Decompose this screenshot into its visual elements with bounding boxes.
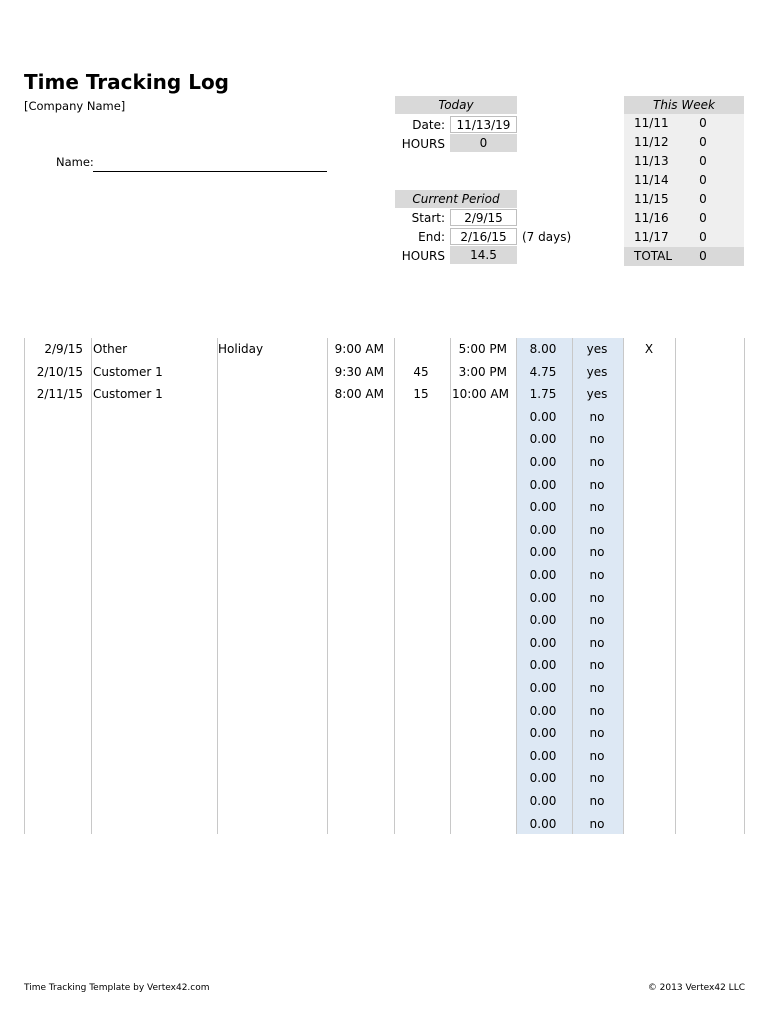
week-row-value: 0 [699, 135, 707, 149]
cell-end[interactable] [452, 632, 507, 654]
cell-lunch[interactable] [396, 722, 446, 744]
cell-lunch[interactable] [396, 654, 446, 676]
cell-project[interactable] [218, 541, 323, 563]
cell-hours: 0.00 [529, 635, 557, 650]
cell-project[interactable] [218, 564, 323, 586]
cell-billable: no [589, 545, 605, 560]
table-row [24, 722, 745, 745]
cell-start[interactable] [329, 519, 384, 541]
cell-project[interactable] [218, 609, 323, 631]
cell-hours: 0.00 [529, 681, 557, 695]
cell-project[interactable] [218, 383, 323, 405]
table-row [24, 383, 745, 406]
cell-customer[interactable] [93, 564, 213, 586]
cell-date[interactable] [28, 451, 83, 473]
cell-date[interactable]: 2/9/15 [44, 342, 83, 356]
cell-hours: 0.00 [529, 522, 557, 537]
cell-date[interactable] [28, 722, 83, 744]
footer-credit: Time Tracking Template by Vertex42.com [24, 983, 210, 993]
cell-start[interactable] [329, 496, 384, 518]
week-row [624, 133, 744, 152]
cell-customer[interactable] [93, 451, 213, 473]
cell-customer[interactable] [93, 677, 213, 699]
cell-billable: no [589, 658, 605, 673]
cell-start[interactable] [329, 654, 384, 676]
cell-billable: no [589, 477, 605, 492]
table-row [24, 406, 745, 429]
cell-start[interactable] [329, 428, 384, 450]
cell-x[interactable] [625, 813, 673, 835]
week-heading: This Week [624, 96, 744, 114]
cell-project[interactable] [218, 451, 323, 473]
cell-billable: no [589, 794, 605, 808]
cell-hours: 0.00 [529, 816, 557, 831]
week-row-value: 0 [699, 230, 707, 244]
cell-x[interactable] [625, 564, 673, 586]
cell-lunch[interactable] [396, 767, 446, 789]
table-row [24, 609, 745, 632]
period-start-label: Start: [411, 211, 445, 225]
cell-hours: 0.00 [529, 409, 557, 424]
cell-x[interactable] [625, 428, 673, 450]
cell-billable: no [589, 409, 605, 424]
cell-project[interactable] [218, 813, 323, 835]
week-row-value: 0 [699, 173, 707, 187]
cell-customer[interactable] [93, 790, 213, 812]
cell-date[interactable] [28, 745, 83, 767]
cell-end[interactable] [452, 609, 507, 631]
cell-end[interactable] [452, 451, 507, 473]
week-total-label: TOTAL [634, 249, 673, 263]
name-label: Name: [56, 155, 94, 169]
cell-hours: 0.00 [529, 703, 557, 718]
table-row [24, 496, 745, 519]
cell-billable: yes [586, 387, 608, 402]
cell-end[interactable]: 3:00 PM [458, 364, 507, 379]
cell-hours: 0.00 [529, 455, 557, 469]
cell-hours: 4.75 [529, 364, 557, 379]
cell-customer[interactable] [93, 496, 213, 518]
cell-date[interactable] [28, 677, 83, 699]
period-end-value[interactable]: 2/16/15 [450, 228, 517, 245]
cell-start[interactable] [329, 406, 384, 428]
table-row [24, 338, 745, 361]
week-row [624, 171, 744, 190]
cell-project[interactable] [218, 519, 323, 541]
cell-billable: no [589, 748, 605, 763]
cell-lunch[interactable] [396, 406, 446, 428]
cell-customer[interactable] [93, 632, 213, 654]
cell-billable: no [589, 432, 605, 447]
cell-lunch[interactable] [396, 541, 446, 563]
time-log-table [24, 338, 745, 834]
cell-hours: 0.00 [529, 432, 557, 447]
company-name: [Company Name] [24, 99, 126, 113]
period-heading: Current Period [395, 190, 517, 208]
period-days-note: (7 days) [522, 230, 572, 244]
cell-hours: 0.00 [529, 568, 557, 582]
cell-lunch[interactable] [396, 745, 446, 767]
cell-customer[interactable] [93, 722, 213, 744]
today-hours-value: 0 [450, 134, 517, 152]
cell-project[interactable] [218, 745, 323, 767]
cell-lunch[interactable] [396, 474, 446, 496]
cell-customer[interactable] [93, 745, 213, 767]
cell-end[interactable]: 5:00 PM [458, 342, 507, 356]
cell-project[interactable] [218, 496, 323, 518]
week-row [624, 190, 744, 209]
cell-start[interactable]: 9:30 AM [334, 364, 384, 379]
cell-project[interactable] [218, 406, 323, 428]
table-row [24, 519, 745, 542]
week-row-date: 11/15 [634, 192, 669, 206]
this-week-panel [624, 96, 744, 266]
cell-lunch[interactable] [396, 519, 446, 541]
week-row-value: 0 [699, 211, 707, 225]
cell-start[interactable] [329, 451, 384, 473]
cell-hours: 1.75 [529, 387, 557, 402]
cell-end[interactable] [452, 700, 507, 722]
cell-hours: 8.00 [529, 342, 557, 356]
week-row-date: 11/14 [634, 173, 669, 187]
cell-date[interactable] [28, 406, 83, 428]
cell-hours: 0.00 [529, 545, 557, 560]
cell-end[interactable] [452, 428, 507, 450]
week-row-date: 11/16 [634, 211, 669, 225]
today-date-value[interactable]: 11/13/19 [450, 116, 517, 133]
cell-project[interactable] [218, 767, 323, 789]
cell-project[interactable]: Holiday [218, 342, 264, 356]
cell-customer[interactable] [93, 474, 213, 496]
cell-customer[interactable] [93, 406, 213, 428]
cell-project[interactable] [218, 654, 323, 676]
cell-lunch[interactable] [396, 428, 446, 450]
table-row [24, 745, 745, 768]
cell-billable: no [589, 816, 605, 831]
cell-start[interactable] [329, 790, 384, 812]
cell-customer[interactable] [93, 428, 213, 450]
page-title: Time Tracking Log [24, 70, 229, 94]
cell-billable: no [589, 726, 605, 741]
cell-end[interactable] [452, 677, 507, 699]
cell-billable: yes [586, 342, 608, 356]
cell-lunch[interactable]: 15 [413, 387, 429, 402]
cell-start[interactable] [329, 700, 384, 722]
cell-project[interactable] [218, 428, 323, 450]
period-hours-value: 14.5 [450, 246, 517, 264]
week-total-value: 0 [699, 249, 707, 263]
cell-x[interactable]: X [644, 342, 654, 356]
cell-end[interactable] [452, 474, 507, 496]
cell-date[interactable]: 2/11/15 [36, 387, 83, 402]
cell-x[interactable] [625, 722, 673, 744]
week-row-value: 0 [699, 192, 707, 206]
period-hours-label: HOURS [401, 249, 445, 263]
today-hours-label: HOURS [401, 137, 445, 151]
cell-project[interactable] [218, 677, 323, 699]
week-row-date: 11/11 [634, 116, 669, 130]
cell-customer[interactable] [93, 700, 213, 722]
cell-lunch[interactable] [396, 813, 446, 835]
cell-start[interactable] [329, 474, 384, 496]
cell-date[interactable] [28, 813, 83, 835]
cell-x[interactable] [625, 700, 673, 722]
cell-project[interactable] [218, 587, 323, 609]
period-start-value[interactable]: 2/9/15 [450, 209, 517, 226]
cell-lunch[interactable] [396, 451, 446, 473]
cell-date[interactable] [28, 496, 83, 518]
cell-start[interactable] [329, 609, 384, 631]
week-row [624, 228, 744, 247]
week-total-row [624, 247, 744, 266]
cell-project[interactable] [218, 474, 323, 496]
table-row [24, 654, 745, 677]
cell-lunch[interactable]: 45 [413, 364, 429, 379]
table-row [24, 700, 745, 723]
table-row [24, 587, 745, 610]
cell-end[interactable]: 10:00 AM [452, 387, 509, 402]
cell-x[interactable] [625, 451, 673, 473]
cell-billable: no [589, 590, 605, 605]
cell-end[interactable] [452, 519, 507, 541]
cell-date[interactable] [28, 632, 83, 654]
cell-billable: no [589, 703, 605, 718]
cell-project[interactable] [218, 632, 323, 654]
table-row [24, 474, 745, 497]
name-field[interactable] [93, 171, 327, 172]
cell-end[interactable] [452, 745, 507, 767]
cell-end[interactable] [452, 587, 507, 609]
cell-billable: no [589, 568, 605, 582]
cell-customer[interactable] [93, 519, 213, 541]
cell-lunch[interactable] [396, 609, 446, 631]
week-row-value: 0 [699, 116, 707, 130]
cell-customer[interactable] [93, 541, 213, 563]
cell-x[interactable] [625, 541, 673, 563]
cell-x[interactable] [625, 654, 673, 676]
cell-hours: 0.00 [529, 477, 557, 492]
cell-hours: 0.00 [529, 771, 557, 786]
cell-start[interactable] [329, 541, 384, 563]
cell-x[interactable] [625, 519, 673, 541]
cell-x[interactable] [625, 767, 673, 789]
cell-billable: no [589, 771, 605, 786]
cell-date[interactable] [28, 564, 83, 586]
cell-date[interactable] [28, 609, 83, 631]
cell-hours: 0.00 [529, 748, 557, 763]
cell-billable: no [589, 613, 605, 628]
cell-lunch[interactable] [396, 564, 446, 586]
cell-project[interactable] [218, 361, 323, 383]
cell-start[interactable] [329, 745, 384, 767]
cell-x[interactable] [625, 745, 673, 767]
cell-customer[interactable] [93, 587, 213, 609]
cell-x[interactable] [625, 496, 673, 518]
week-row-date: 11/17 [634, 230, 669, 244]
table-row [24, 361, 745, 384]
cell-lunch[interactable] [396, 677, 446, 699]
table-row [24, 767, 745, 790]
cell-end[interactable] [452, 767, 507, 789]
cell-end[interactable] [452, 406, 507, 428]
cell-lunch[interactable] [396, 632, 446, 654]
cell-end[interactable] [452, 813, 507, 835]
cell-lunch[interactable] [396, 496, 446, 518]
table-row [24, 790, 745, 813]
cell-hours: 0.00 [529, 794, 557, 808]
cell-hours: 0.00 [529, 658, 557, 673]
table-row [24, 564, 745, 587]
week-row [624, 152, 744, 171]
cell-customer[interactable]: Customer 1 [93, 364, 163, 379]
cell-lunch[interactable] [396, 700, 446, 722]
cell-date[interactable] [28, 541, 83, 563]
cell-lunch[interactable] [396, 790, 446, 812]
week-row-date: 11/13 [634, 154, 669, 168]
today-heading: Today [395, 96, 517, 114]
cell-billable: no [589, 500, 605, 515]
cell-hours: 0.00 [529, 726, 557, 741]
cell-end[interactable] [452, 564, 507, 586]
cell-start[interactable] [329, 564, 384, 586]
cell-billable: no [589, 522, 605, 537]
cell-lunch[interactable] [396, 587, 446, 609]
cell-customer[interactable] [93, 609, 213, 631]
table-row [24, 632, 745, 655]
cell-project[interactable] [218, 790, 323, 812]
cell-date[interactable] [28, 519, 83, 541]
cell-date[interactable] [28, 474, 83, 496]
footer-copyright: © 2013 Vertex42 LLC [647, 983, 745, 993]
cell-end[interactable] [452, 790, 507, 812]
week-row-date: 11/12 [634, 135, 669, 149]
cell-date[interactable] [28, 790, 83, 812]
table-row [24, 451, 745, 474]
cell-x[interactable] [625, 361, 673, 383]
cell-date[interactable] [28, 587, 83, 609]
cell-x[interactable] [625, 632, 673, 654]
cell-project[interactable] [218, 700, 323, 722]
cell-billable: no [589, 455, 605, 469]
cell-billable: no [589, 681, 605, 695]
cell-end[interactable] [452, 496, 507, 518]
cell-customer[interactable]: Other [93, 342, 128, 356]
cell-date[interactable] [28, 700, 83, 722]
cell-hours: 0.00 [529, 500, 557, 515]
week-row-value: 0 [699, 154, 707, 168]
week-row [624, 114, 744, 133]
cell-date[interactable] [28, 428, 83, 450]
cell-x[interactable] [625, 790, 673, 812]
cell-customer[interactable] [93, 767, 213, 789]
cell-date[interactable]: 2/10/15 [36, 364, 83, 379]
cell-start[interactable] [329, 813, 384, 835]
cell-billable: yes [586, 364, 608, 379]
cell-start[interactable] [329, 722, 384, 744]
period-end-label: End: [418, 230, 445, 244]
cell-x[interactable] [625, 383, 673, 405]
cell-x[interactable] [625, 474, 673, 496]
table-row [24, 813, 745, 836]
cell-x[interactable] [625, 609, 673, 631]
today-date-label: Date: [412, 118, 445, 132]
cell-customer[interactable] [93, 813, 213, 835]
table-row [24, 541, 745, 564]
cell-start[interactable] [329, 767, 384, 789]
cell-project[interactable] [218, 722, 323, 744]
table-row [24, 677, 745, 700]
cell-end[interactable] [452, 654, 507, 676]
cell-x[interactable] [625, 406, 673, 428]
cell-start[interactable]: 9:00 AM [334, 342, 384, 356]
cell-end[interactable] [452, 541, 507, 563]
cell-x[interactable] [625, 677, 673, 699]
cell-start[interactable] [329, 587, 384, 609]
week-row [624, 209, 744, 228]
cell-hours: 0.00 [529, 590, 557, 605]
cell-start[interactable] [329, 677, 384, 699]
cell-date[interactable] [28, 767, 83, 789]
cell-hours: 0.00 [529, 613, 557, 628]
cell-date[interactable] [28, 654, 83, 676]
cell-end[interactable] [452, 722, 507, 744]
cell-billable: no [589, 635, 605, 650]
cell-start[interactable] [329, 632, 384, 654]
cell-x[interactable] [625, 587, 673, 609]
cell-customer[interactable]: Customer 1 [93, 387, 163, 402]
cell-start[interactable]: 8:00 AM [334, 387, 384, 402]
cell-lunch[interactable] [396, 338, 446, 360]
table-row [24, 428, 745, 451]
cell-customer[interactable] [93, 654, 213, 676]
